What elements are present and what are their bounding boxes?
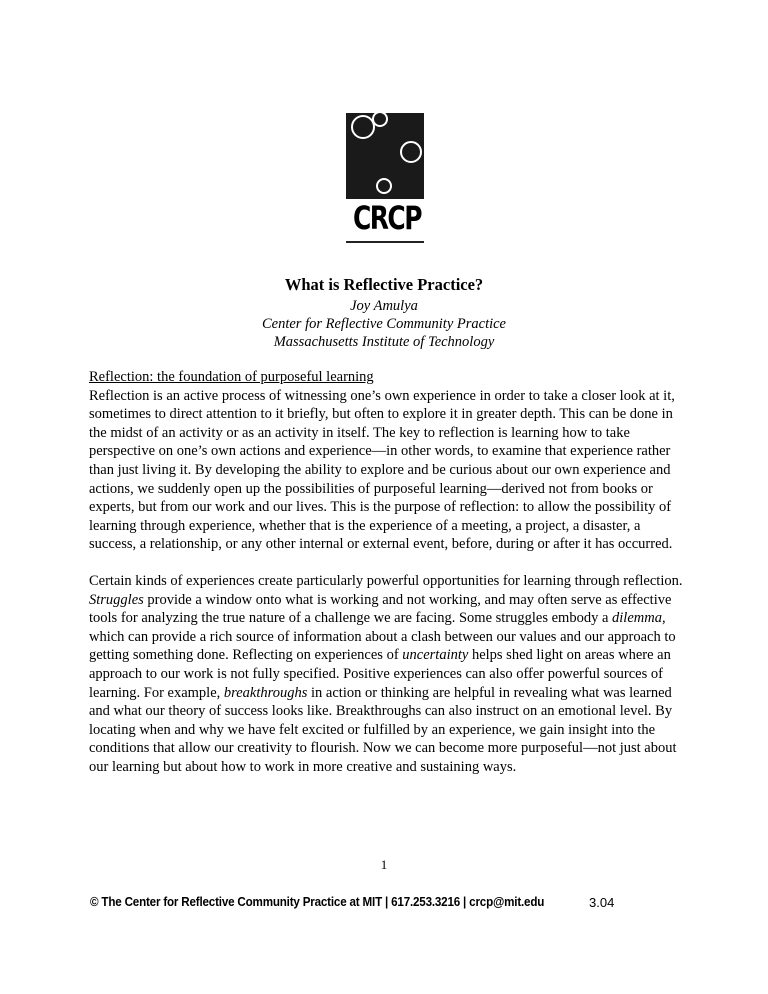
circles-logo-icon [346, 113, 424, 199]
paragraph-1: Reflection is an active process of witnessing one’s own experience in order to take a closer look at it, sometimes to direct attention to it briefly, but often to explore it in greater depth. This can be done in the midst of an activity or as an activity in itself. The key to reflection is learning how to take perspective on one’s own actions and experience—in other words, to examine that experience rather than just living it. By developing the ability to explore and be curious about our own experience and actions, we suddenly open up the possibilities of purposeful learning—derived not from books or experts, but from our work and our lives. This is the purpose of reflection: to allow the possibility of learning through experience, whether that is the experience of a meeting, a project, a disaster, a success, a relationship, or any other internal or external event, before, during or after it has occurred. [89, 387, 675, 553]
document-body [89, 368, 685, 776]
page-number: 1 [380, 857, 388, 872]
byline [0, 297, 768, 351]
emphasis-uncertainty: uncertainty [402, 647, 469, 664]
emphasis-dilemma: dilemma [612, 610, 662, 627]
logo-wordmark: CRCP [353, 199, 421, 237]
organization: Center for Reflective Community Practice [261, 316, 506, 332]
crcp-logo [346, 113, 424, 245]
paragraph-2 [89, 572, 685, 777]
paragraph-2-text: in action or thinking are helpful in revealing what was learned and what our theory of success looks like. Breakthroughs can also instruct on an emotional level. By locating when and why we have felt excited or fulfilled by an experience, we gain insight into the conditions that allow our creativity to flourish. Now we can become more purposeful—not just about our learning but about how to work in more creative and sustaining ways. [89, 684, 677, 775]
document-title: What is Reflective Practice? [284, 275, 484, 294]
paragraph-2-text: , which can provide a rich source of information about a clash between our values and our approach to getting something done. Reflecting on experiences of [89, 610, 676, 664]
paragraph-2-text: helps shed light on areas where an approach to our work is not fully specified. Positive experiences can also offer powerful sources of learning. For example, [89, 647, 671, 701]
footer-version: 3.04 [589, 895, 615, 910]
paragraph-2-text: Certain kinds of experiences create particularly powerful opportunities for learning through reflection. [89, 572, 683, 589]
emphasis-struggles: Struggles [89, 591, 144, 608]
emphasis-breakthroughs: breakthroughs [223, 684, 308, 701]
logo-underline [346, 241, 424, 243]
footer-contact: © The Center for Reflective Community Practice at MIT | 617.253.3216 | crcp@mit.edu [90, 895, 545, 909]
section-heading: Reflection: the foundation of purposeful learning [89, 369, 374, 385]
author: Joy Amulya [350, 298, 418, 314]
footer [90, 895, 690, 915]
paragraph-2-text: provide a window onto what is working and not working, and may often serve as effective tools for analyzing the true nature of a challenge we are facing. Some struggles embody a [89, 591, 672, 627]
institution: Massachusetts Institute of Technology [273, 334, 495, 350]
